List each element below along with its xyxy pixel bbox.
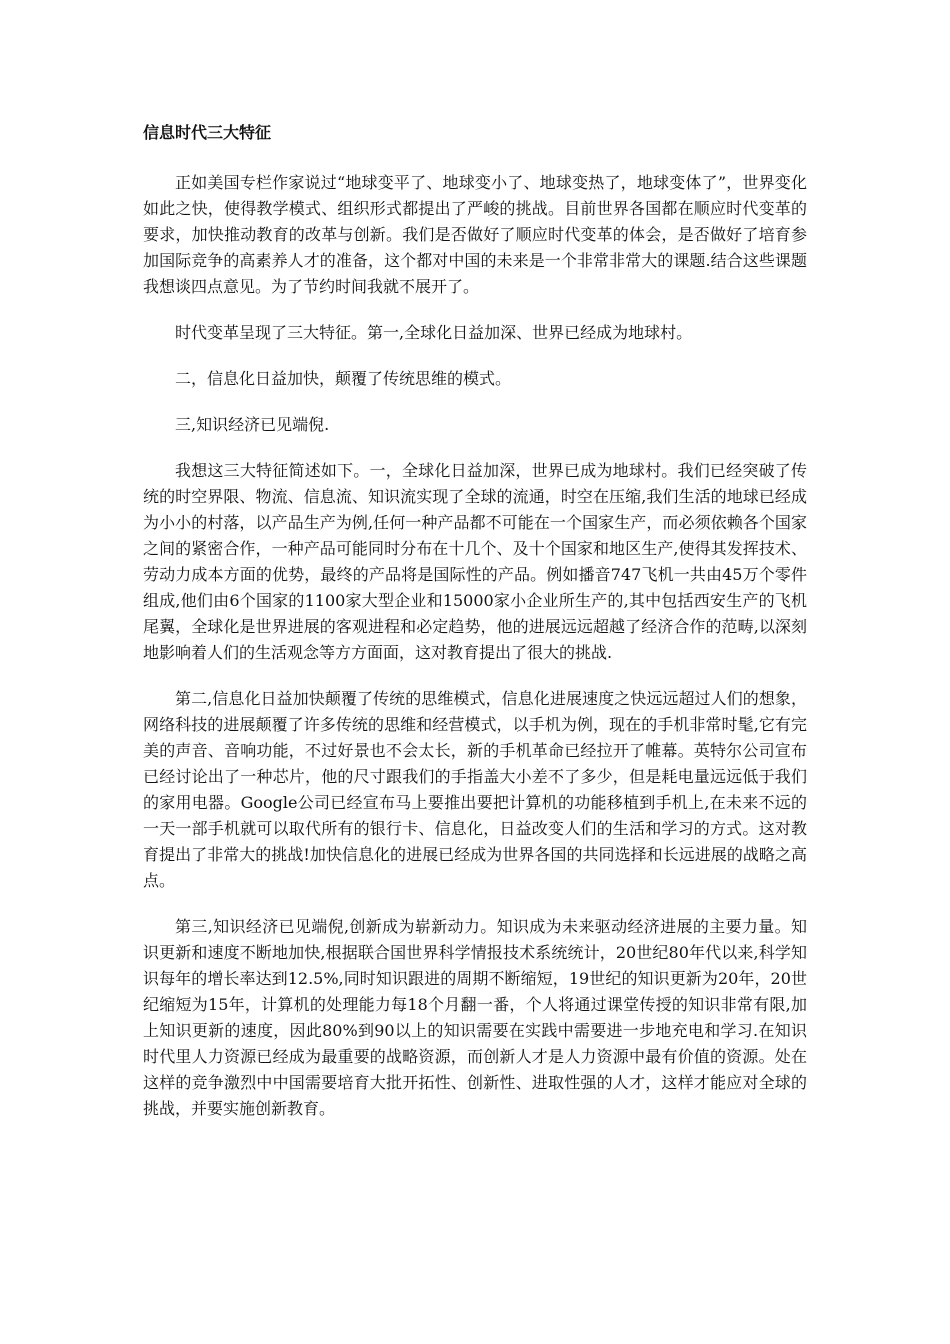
document-title: 信息时代三大特征 (143, 123, 272, 142)
paragraph-feature-three: 三,知识经济已见端倪. (175, 415, 330, 434)
paragraph-three-features: 时代变革呈现了三大特征。第一,全球化日益加深、世界已经成为地球村。 (175, 323, 693, 342)
paragraph-feature-two: 二，信息化日益加快，颠覆了传统思维的模式。 (175, 369, 512, 388)
paragraph-informatization: 第二,信息化日益加快颠覆了传统的思维模式，信息化进展速度之快远远超过人们的想象，网络科技的进展颠覆了许多传统的思维和经营模式，以手机为例，现在的手机非常时髦,它有完美的声音、音响功能，不过好景也不会太长，新的手机革命已经拉开了帷幕。英特尔公司宣布已经讨论出了一种芯片，他的尺寸跟我们的手指盖大小差不了多少，但是耗电量远远低于我们的家用电器。Google公司已经宣布马上要推出要把计算机的功能移植到手机上,在未来不远的一天一部手机就可以取代所有的银行卡、信息化，日益改变人们的生活和学习的方式。这对教育提出了非常大的挑战!加快信息化的进展已经成为世界各国的共同选择和长远进展的战略之高点。 (143, 689, 807, 890)
paragraph-knowledge-economy: 第三,知识经济已见端倪,创新成为崭新动力。知识成为未来驱动经济进展的主要力量。知识更新和速度不断地加快,根据联合国世界科学情报技术系统统计，20世纪80年代以来,科学知识每年的增长率达到12.5%,同时知识跟进的周期不断缩短，19世纪的知识更新为20年，20世纪缩短为15年，计算机的处理能力每18个月翻一番，个人将通过课堂传授的知识非常有限,加上知识更新的速度，因此80%到90以上的知识需要在实践中需要进一步地充电和学习.在知识时代里人力资源已经成为最重要的战略资源，而创新人才是人力资源中最有价值的资源。处在这样的竞争激烈中中国需要培育大批开拓性、创新性、进取性强的人才，这样才能应对全球的挑战，并要实施创新教育。 (143, 917, 807, 1118)
paragraph-globalization: 我想这三大特征简述如下。一，全球化日益加深，世界已成为地球村。我们已经突破了传统的时空界限、物流、信息流、知识流实现了全球的流通，时空在压缩,我们生活的地球已经成为小小的村落，以产品生产为例,任何一种产品都不可能在一个国家生产，而必须依赖各个国家之间的紧密合作，一种产品可能同时分布在十几个、及十个国家和地区生产,使得其发挥技术、劳动力成本方面的优势，最终的产品将是国际性的产品。例如播音747飞机一共由45万个零件组成,他们由6个国家的1100家大型企业和15000家小企业所生产的,其中包括西安生产的飞机尾翼，全球化是世界进展的客观进程和必定趋势，他的进展远远超越了经济合作的范畴,以深刻地影响着人们的生活观念等方方面面，这对教育提出了很大的挑战. (143, 461, 807, 662)
paragraph-intro: 正如美国专栏作家说过“地球变平了、地球变小了、地球变热了，地球变体了”，世界变化如此之快，使得教学模式、组织形式都提出了严峻的挑战。目前世界各国都在顺应时代变革的要求，加快推动教育的改革与创新。我们是否做好了顺应时代变革的体会，是否做好了培育参加国际竞争的高素养人才的准备，这个都对中国的未来是一个非常非常大的课题.结合这些课题我想谈四点意见。为了节约时间我就不展开了。 (143, 173, 807, 296)
document-page (143, 120, 807, 1142)
